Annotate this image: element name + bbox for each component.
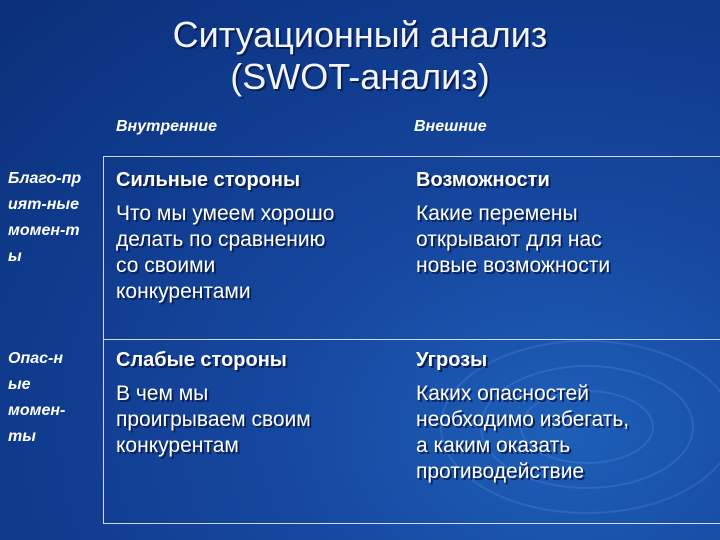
opportunities-text: Какие перемены открывают для нас новые возможности [416,202,611,277]
title-line-1: Ситуационный анализ [172,14,548,55]
title-line-2: (SWOT-анализ) [230,56,490,97]
strengths-heading: Сильные стороны [116,169,301,191]
weaknesses-text: В чем мы проигрываем своим конкурентам [116,382,311,457]
opportunities-heading: Возможности [416,169,550,191]
column-header-external: Внешние [414,118,487,135]
threats-heading: Угрозы [416,349,488,371]
slide-title [0,14,720,98]
weaknesses-heading: Слабые стороны [116,349,287,371]
threats-text: Каких опасностей необходимо избегать, а каким оказать противодействие [416,382,630,483]
row-label-favorable: Благо-пр ият-ные момен-т ы [8,170,82,265]
strengths-text: Что мы умеем хорошо делать по сравнению со своими конкурентами [116,202,335,303]
row-label-dangerous: Опас-н ые момен- ты [8,350,66,445]
grid-divider [104,339,720,340]
swot-grid [103,156,720,524]
cell-strengths [116,167,411,305]
cell-weaknesses [116,347,411,459]
cell-opportunities [416,167,711,279]
column-header-internal: Внутренние [116,118,218,135]
cell-threats [416,347,711,485]
